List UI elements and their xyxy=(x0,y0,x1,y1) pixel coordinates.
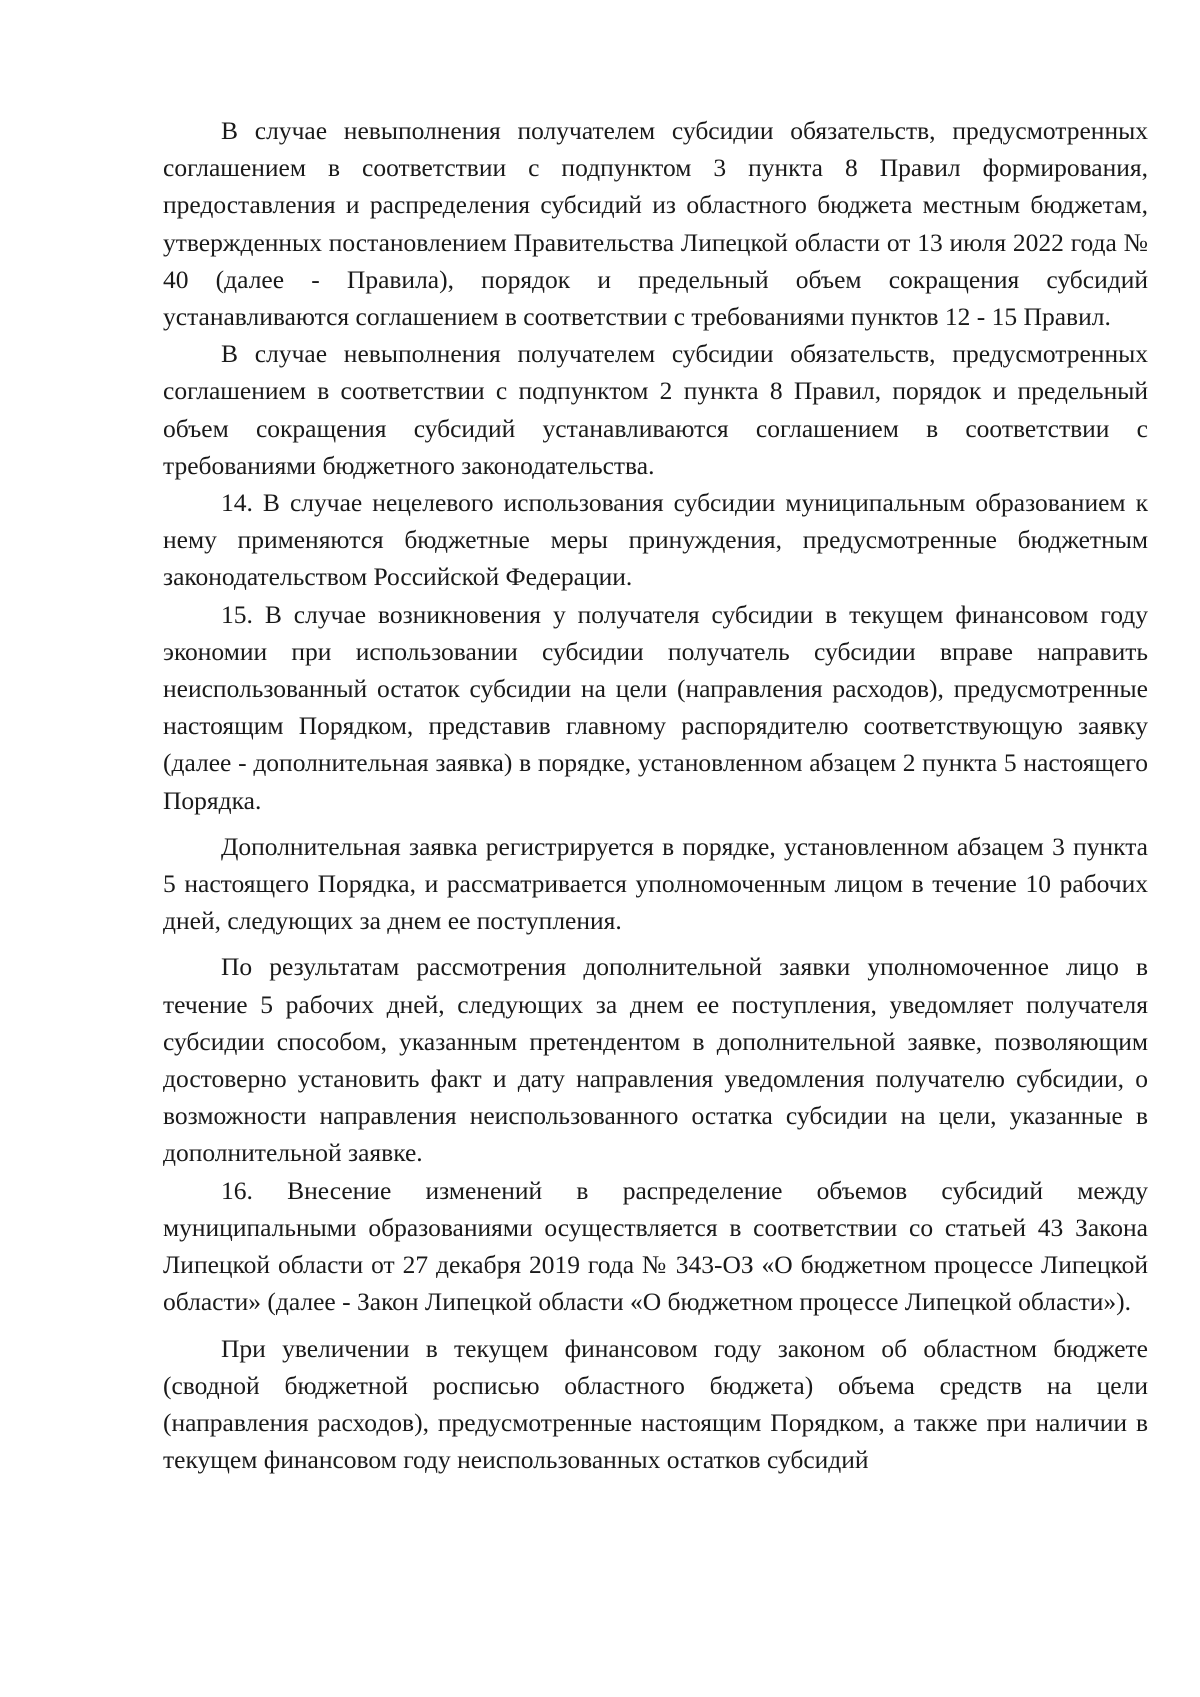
paragraph-16-distribution-changes: 16. Внесение изменений в распределение объемов субсидий между муниципальными образованиями осуществляется в соответствии со статьей 43 Закона Липецкой области от 27 декабря 2019 года № 343-ОЗ «О бюджетном процессе Липецкой области» (далее - Закон Липецкой области «О бюджетном процессе Липецкой области»). xyxy=(163,1175,1148,1317)
paragraph-15-savings: 15. В случае возникновения у получателя субсидии в текущем финансовом году экономии при использовании субсидии получатель субсидии вправе направить неиспользованный остаток субсидии на цели (направления расходов), предусмотренные настоящим Порядком, представив главному распорядителю соответствующую заявку (далее - дополнительная заявка) в порядке, установленном абзацем 2 пункта 5 настоящего Порядка. xyxy=(163,599,1148,815)
document-page xyxy=(163,112,1148,1478)
paragraph-14-misuse: 14. В случае нецелевого использования субсидии муниципальным образованием к нему применяются бюджетные меры принуждения, предусмотренные бюджетным законодательством Российской Федерации. xyxy=(163,488,1148,592)
paragraph-review-results: По результатам рассмотрения дополнительной заявки уполномоченное лицо в течение 5 рабочих дней, следующих за днем ее поступления, уведомляет получателя субсидии способом, указанным претендентом в дополнительной заявке, позволяющим достоверно установить факт и дату направления уведомления получателю субсидии, о возможности направления неиспользованного остатка субсидии на цели, указанные в дополнительной заявке. xyxy=(163,952,1148,1168)
paragraph-budget-increase: При увеличении в текущем финансовом году законом об областном бюджете (сводной бюджетной росписью областного бюджета) объема средств на цели (направления расходов), предусмотренные настоящим Порядком, а также при наличии в текущем финансовом году неиспользованных остатков субсидий xyxy=(163,1333,1148,1475)
paragraph-reduction-obligations-3: В случае невыполнения получателем субсидии обязательств, предусмотренных соглашением в соответствии с подпунктом 3 пункта 8 Правил формирования, предоставления и распределения субсидий из областного бюджета местным бюджетам, утвержденных постановлением Правительства Липецкой области от 13 июля 2022 года № 40 (далее - Правила), порядок и предельный объем сокращения субсидий устанавливаются соглашением в соответствии с требованиями пунктов 12 - 15 Правил. xyxy=(163,116,1148,332)
paragraph-additional-request-registration: Дополнительная заявка регистрируется в порядке, установленном абзацем 3 пункта 5 настоящего Порядка, и рассматривается уполномоченным лицом в течение 10 рабочих дней, следующих за днем ее поступления. xyxy=(163,831,1148,936)
paragraph-reduction-obligations-2: В случае невыполнения получателем субсидии обязательств, предусмотренных соглашением в соответствии с подпунктом 2 пункта 8 Правил, порядок и предельный объем сокращения субсидий устанавливаются соглашением в соответствии с требованиями бюджетного законодательства. xyxy=(163,339,1148,480)
